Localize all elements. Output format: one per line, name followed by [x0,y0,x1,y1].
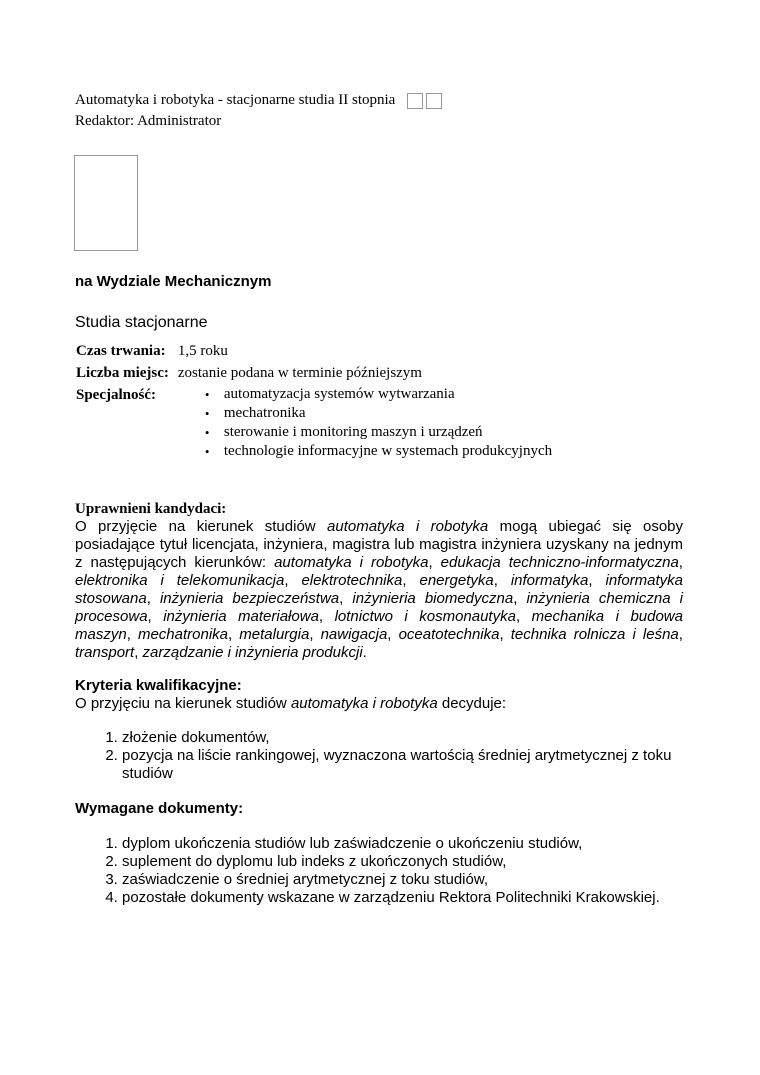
allowed-field: automatyka i robotyka [274,554,429,571]
allowed-field: transport [75,644,135,661]
allowed-field: informatyka stosowana [75,572,684,607]
candidates-heading: Uprawnieni kandydaci: [75,501,227,517]
allowed-field: elektrotechnika [301,572,403,589]
list-item: • technologie informacyjne w systemach produkcyjnych [224,442,552,461]
document-header [75,90,442,132]
allowed-field: energetyka [419,572,494,589]
specializations-list [178,385,552,461]
list-item: 3. zaświadczenie o średniej arytmetycznej z toku studiów, [122,871,685,889]
duration-row [73,340,555,362]
image-placeholder [74,155,138,251]
list-item: • sterowanie i monitoring maszyn i urządzeń [224,423,552,442]
allowed-field: zarządzanie i inżynieria produkcji [142,644,363,661]
criteria-intro-1: O przyjęciu na kierunek studiów [75,695,291,712]
allowed-field: technika rolnicza i leśna [510,626,679,643]
study-info-table [73,340,555,462]
list-item: 1. złożenie dokumentów, [122,729,685,747]
places-row [73,362,555,384]
allowed-field: elektronika i telekomunikacja [75,572,285,589]
allowed-field: mechatronika [137,626,228,643]
faculty-heading: na Wydziale Mechanicznym [75,273,272,290]
candidates-intro-2: mogą ubiegać się osoby posiadające tytuł licencjata, inżyniera, magistra lub magistra inżyniera uzyskany na jednym z następujących kierunków: [75,518,684,571]
editor-line: Redaktor: Administrator [75,113,222,129]
candidates-text [75,518,683,662]
list-item: • automatyzacja systemów wytwarzania [224,385,552,404]
specializations-row [73,384,555,462]
candidates-field-name: automatyka i robotyka [327,518,489,535]
list-item: 1. dyplom ukończenia studiów lub zaświadczenie o ukończeniu studiów, [122,835,685,853]
criteria-heading: Kryteria kwalifikacyjne: [75,677,242,694]
allowed-field: edukacja techniczno-informatyczna [440,554,679,571]
criteria-intro-2: decyduje: [437,695,507,712]
criteria-section [75,677,685,783]
checkbox-2[interactable] [426,93,442,109]
allowed-fields-list: automatyka i robotyka, edukacja techniczno-informatyczna, elektronika i telekomunikacja, elektrotechnika, energetyka, informatyka, informatyka stosowana, inżynieria bezpieczeństwa, inżynieria biomedyczna, inżynieria chemiczna i procesowa, inżynieria materiałowa, lotnictwo i kosmonautyka, mechanika i budowa maszyn, mechatronika, metalurgia, nawigacja, oceatotechnika, technika rolnicza i leśna, transport, zarządzanie i inżynieria produkcji. [75,554,684,661]
page-title: Automatyka i robotyka - stacjonarne studia II stopnia [75,92,396,108]
title-line [75,90,442,111]
criteria-intro [75,695,685,713]
documents-list [75,835,685,907]
list-item: 4. pozostałe dokumenty wskazane w zarządzeniu Rektora Politechniki Krakowskiej. [122,889,685,907]
allowed-field: inżynieria bezpieczeństwa [159,590,340,607]
duration-label: Czas trwania: [76,343,166,359]
criteria-list [75,729,685,783]
allowed-field: informatyka [510,572,589,589]
documents-heading: Wymagane dokumenty: [75,800,244,817]
allowed-field: inżynieria materiałowa [163,608,319,625]
candidates-intro-1: O przyjęcie na kierunek studiów [75,518,328,535]
list-item: 2. suplement do dyplomu lub indeks z ukończonych studiów, [122,853,685,871]
allowed-field: mechanika i budowa maszyn [75,608,683,643]
study-mode-heading: Studia stacjonarne [75,314,208,331]
criteria-field-name: automatyka i robotyka [290,695,438,712]
allowed-field: nawigacja [320,626,388,643]
allowed-field: inżynieria biomedyczna [352,590,514,607]
allowed-field: metalurgia [239,626,310,643]
allowed-field: lotnictwo i kosmonautyka [334,608,516,625]
list-item: 2. pozycja na liście rankingowej, wyznaczona wartością średniej arytmetycznej z toku studiów [122,747,685,783]
allowed-field: oceatotechnika [398,626,500,643]
places-value: zostanie podana w terminie późniejszym [177,365,422,381]
candidates-section [75,500,683,662]
specializations-label: Specjalność: [76,387,156,403]
places-label: Liczba miejsc: [76,365,169,381]
documents-section [75,800,685,907]
allowed-field: inżynieria chemiczna i procesowa [75,590,684,625]
checkbox-1[interactable] [407,93,423,109]
duration-value: 1,5 roku [177,343,228,359]
list-item: • mechatronika [224,404,552,423]
